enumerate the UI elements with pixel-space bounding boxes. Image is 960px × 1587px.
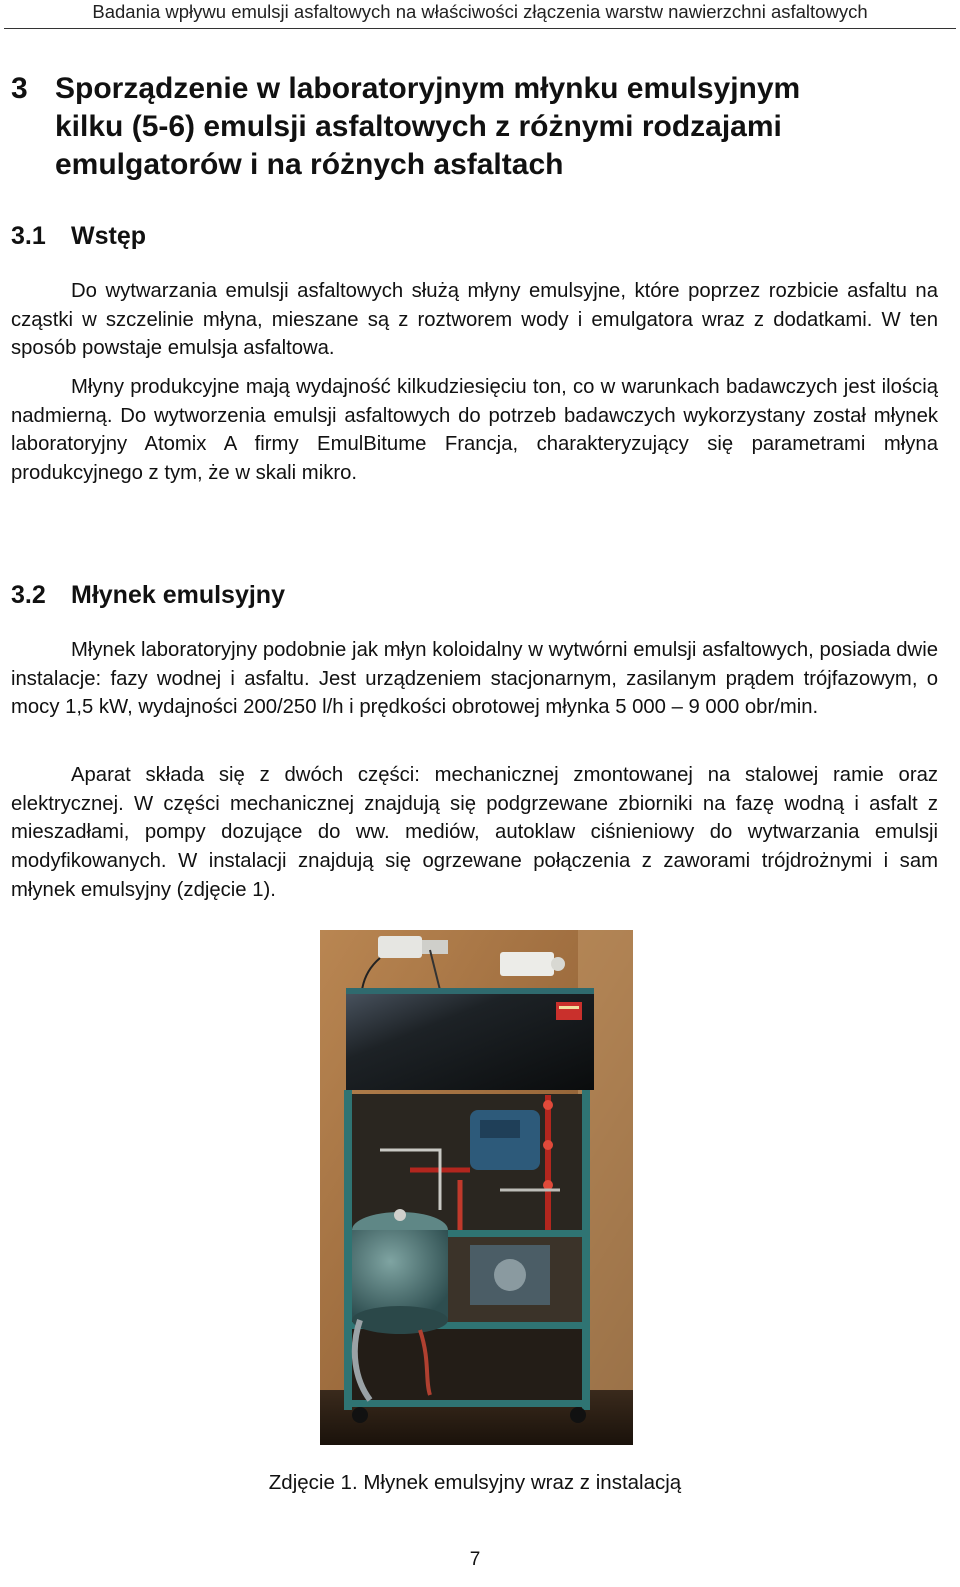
section-title: Wstęp — [71, 222, 146, 250]
section-title: Młynek emulsyjny — [71, 581, 285, 609]
section-number: 3.2 — [11, 581, 46, 609]
paragraph-mill-2: Aparat składa się z dwóch części: mechanicznej zmontowanej na stalowej ramie oraz elektrycznej. W części mechanicznej znajdują się podgrzewane zbiorniki na fazę wodną i asfalt z mieszadłami, pompy dozujące do ww. mediów, autoklaw ciśnieniowy do wytwarzania emulsji modyfikowanych. W instalacji znajdują się ogrzewane połączenia z zaworami trójdrożnymi i sam młynek emulsyjny (zdjęcie 1). — [11, 764, 938, 901]
paragraph-mill-1: Młynek laboratoryjny podobnie jak młyn koloidalny w wytwórni emulsji asfaltowych, posiada dwie instalacje: fazy wodnej i asfaltu. Jest urządzeniem stacjonarnym, zasilanym prądem trójfazowym, o mocy 1,5 kW, wydajności 200/250 l/h i prędkości obrotowej młynka 5 000 – 9 000 obr/min. — [11, 639, 938, 719]
chapter-title — [11, 70, 947, 184]
chapter-number: 3 — [11, 72, 28, 105]
section-heading-intro — [11, 221, 146, 251]
page-number: 7 — [469, 1549, 481, 1570]
chapter-title-line-3: emulgatorów i na różnych asfaltach — [55, 148, 564, 181]
chapter-title-line-1: Sporządzenie w laboratoryjnym młynku emulsyjnym — [55, 72, 801, 105]
photo-emulsion-mill — [320, 930, 633, 1445]
figure-caption: Zdjęcie 1. Młynek emulsyjny wraz z instalacją — [268, 1471, 682, 1494]
paragraph-intro-1: Do wytwarzania emulsji asfaltowych służą młyny emulsyjne, które poprzez rozbicie asfaltu na cząstki w szczelinie młyna, mieszane są z roztworem wody i emulgatora wraz z dodatkami. W ten sposób powstaje emulsja asfaltowa. — [11, 280, 938, 360]
running-header: Badania wpływu emulsji asfaltowych na właściwości złączenia warstw nawierzchni asfaltowych — [92, 1, 868, 22]
paragraph-intro-2: Młyny produkcyjne mają wydajność kilkudziesięciu ton, co w warunkach badawczych jest ilością nadmierną. Do wytworzenia emulsji asfaltowych do potrzeb badawczych wykorzystany został młynek laboratoryjny Atomix A firmy EmulBitume Francja, charakteryzujący się parametrami młyna produkcyjnego z tym, że w skali mikro. — [11, 376, 938, 485]
section-number: 3.1 — [11, 222, 46, 250]
chapter-title-line-2: kilku (5-6) emulsji asfaltowych z różnymi rodzajami — [55, 110, 782, 143]
header-divider — [4, 28, 956, 29]
section-heading-mill — [11, 580, 285, 610]
